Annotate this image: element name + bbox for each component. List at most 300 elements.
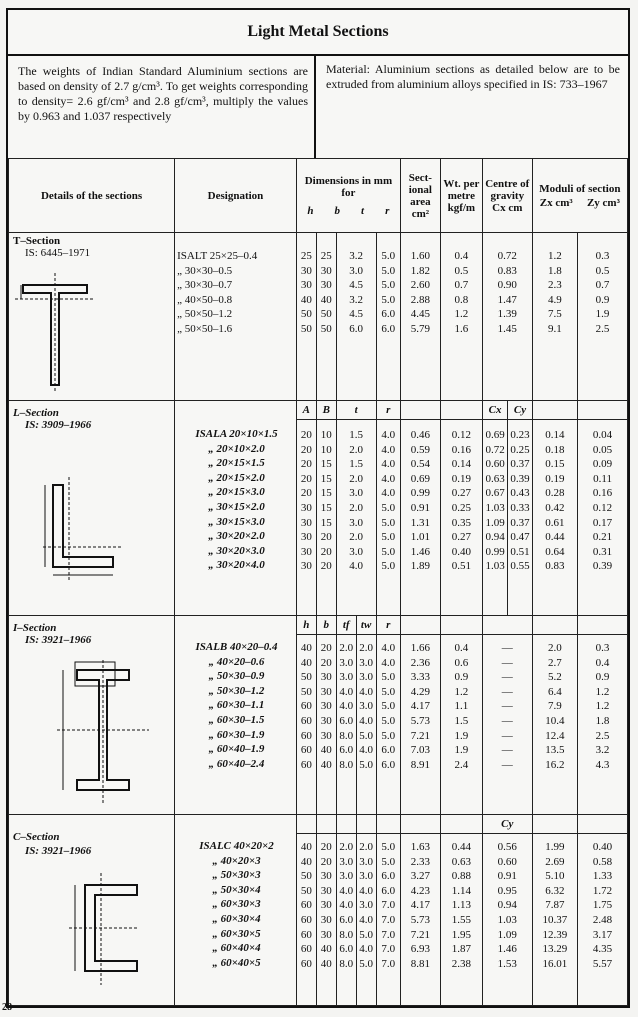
l-section-cell-t: 4.0 (349, 560, 364, 573)
l-section-cell-b: 20 (320, 545, 332, 558)
l-section-cell-cy: 0.25 (510, 443, 530, 456)
t-section-cell-t: 4.5 (349, 279, 364, 292)
l-section-cell-w: 0.16 (451, 443, 471, 456)
l-section-cell-t: 2.0 (349, 472, 364, 485)
i-section-cell-a: 4.29 (410, 685, 430, 698)
i-section-cell-tf: 6.0 (339, 744, 354, 757)
i-section-cell-des: „ 60×30–1.1 (208, 699, 265, 712)
l-section-cell-r: 5.0 (381, 516, 396, 529)
i-section-cell-c: — (501, 656, 513, 669)
c-section-name: C–Section (13, 831, 60, 843)
l-section-cell-b: 20 (320, 531, 332, 544)
i-section-cell-tf: 8.0 (339, 758, 354, 771)
l-section-cell-a: 1.89 (410, 560, 430, 573)
l-section-cell-cy: 0.37 (510, 458, 530, 471)
i-section-cell-zx: 2.7 (548, 656, 562, 669)
t-section-cell-zy: 0.9 (595, 293, 610, 306)
l-section-cell-w: 0.35 (451, 516, 471, 529)
l-section-cell-zy: 0.21 (592, 531, 613, 544)
i-section-cell-a: 1.66 (410, 642, 430, 654)
l-section-cell-h: 20 (300, 458, 312, 471)
i-section-cell-tw: 4.0 (359, 714, 373, 727)
l-section-cell-zx: 0.15 (545, 458, 565, 471)
c-sub-cy: Cy (482, 815, 532, 834)
i-section-cell-tf: 6.0 (339, 714, 354, 727)
i-section-cell-zy: 0.3 (595, 642, 610, 654)
t-section-cell-c: 0.72 (497, 250, 517, 262)
c-section-cell-r: 5.0 (381, 841, 396, 853)
c-section-cell-zx: 1.99 (545, 841, 565, 853)
l-section-cell-cx: 0.69 (485, 429, 505, 441)
i-section-cell-a: 3.33 (410, 671, 430, 684)
page-title: Light Metal Sections (8, 10, 628, 56)
c-section-cell-h: 50 (300, 870, 312, 883)
i-section-details (9, 616, 175, 815)
l-section-designations (175, 401, 297, 616)
t-section-designations (175, 233, 297, 401)
i-section-cell-c: — (501, 758, 513, 771)
t-section-cell-c: 0.83 (497, 264, 517, 277)
c-section-cell-c: 0.95 (497, 884, 517, 897)
header-details: Details of the sections (9, 159, 175, 233)
c-section-cell-tf: 8.0 (339, 928, 354, 941)
l-section-cell-r: 5.0 (381, 531, 396, 544)
c-section-cell-w: 0.88 (451, 870, 471, 883)
i-section-cell-w: 1.2 (454, 685, 469, 698)
c-section-cell-zy: 1.75 (592, 899, 613, 912)
l-section-cell-r: 5.0 (381, 560, 396, 573)
t-section-cell-a: 1.82 (410, 264, 430, 277)
i-section-cell-b: 20 (320, 656, 332, 669)
l-sub-t: t (336, 401, 376, 420)
c-section-cell-zx: 6.32 (545, 884, 565, 897)
l-section-cell-zx: 0.14 (545, 429, 565, 441)
i-section-designations (175, 616, 297, 815)
t-section-cell-r: 5.0 (381, 279, 396, 292)
i-section-cell-tf: 4.0 (339, 700, 354, 713)
l-section-cell-w: 0.40 (451, 545, 471, 558)
t-section-name: T–Section (13, 235, 61, 247)
l-section-cell-des: „ 30×15×3.0 (208, 515, 265, 528)
i-section-cell-des: „ 50×30–0.9 (208, 670, 265, 683)
c-section-cell-a: 4.23 (410, 884, 430, 897)
c-section-cell-b: 30 (320, 870, 332, 883)
l-section-subheader (9, 401, 628, 420)
l-section-cell-des: „ 30×20×4.0 (208, 559, 265, 572)
i-section-cell-zy: 3.2 (595, 744, 610, 757)
i-section-cell-tf: 3.0 (339, 656, 354, 669)
c-section-cell-w: 1.13 (451, 899, 471, 912)
t-section-cell-r: 5.0 (381, 293, 396, 306)
l-section-cell-zy: 0.16 (592, 487, 613, 500)
l-section-cell-zy: 0.09 (592, 458, 613, 471)
l-section-cell-cx: 0.94 (485, 531, 505, 544)
l-section-cell-zy: 0.11 (593, 472, 612, 485)
l-section-cell-w: 0.14 (451, 458, 471, 471)
l-section-cell-a: 0.99 (410, 487, 430, 500)
l-section-cell-w: 0.25 (451, 501, 471, 514)
c-section-cell-des: „ 60×30×4 (212, 912, 261, 925)
header-h: h (307, 204, 314, 217)
i-section-diagram-icon (37, 660, 149, 806)
i-section-cell-c: — (501, 744, 513, 757)
c-section-cell-tf: 3.0 (339, 870, 354, 883)
c-section-designations (175, 815, 297, 1006)
i-section-cell-r: 5.0 (381, 729, 396, 742)
c-section-cell-a: 3.27 (410, 870, 430, 883)
l-section-cell-w: 0.12 (451, 429, 471, 441)
i-section-cell-tf: 8.0 (339, 729, 354, 742)
t-section-cell-des: „ 30×30–0.7 (177, 279, 233, 292)
l-section-cell-cx: 0.99 (485, 545, 505, 558)
t-section-cell-zy: 2.5 (595, 322, 610, 335)
c-section-cell-des: „ 60×30×3 (212, 898, 261, 911)
l-section-cell-a: 0.59 (410, 443, 430, 456)
l-sub-B: B (316, 401, 336, 420)
l-section-cell-zx: 0.28 (545, 487, 565, 500)
t-section-cell-zx: 1.8 (548, 264, 562, 277)
i-section-cell-zy: 0.4 (595, 656, 610, 669)
t-section-block (9, 233, 628, 401)
l-sub-A: A (296, 401, 316, 420)
c-section-cell-b: 30 (320, 884, 332, 897)
t-section-cell-c: 0.90 (497, 279, 517, 292)
l-section-cell-cx: 0.63 (485, 472, 505, 485)
c-section-cell-tf: 4.0 (339, 884, 354, 897)
l-section-name: L–Section (13, 407, 59, 419)
c-section-cell-tw: 5.0 (359, 957, 373, 970)
i-section-cell-r: 5.0 (381, 700, 396, 713)
t-section-cell-w: 1.2 (454, 308, 469, 321)
header-cg: Centre of gravity Cx cm (482, 159, 532, 233)
t-section-cell-h: 30 (300, 279, 312, 292)
t-section-cell-r: 6.0 (381, 322, 396, 335)
i-sub-tf: tf (336, 616, 356, 635)
c-section-cell-zy: 2.48 (592, 913, 613, 926)
c-section-cell-a: 7.21 (410, 928, 430, 941)
i-section-subheader (9, 616, 628, 635)
c-section-cell-tf: 6.0 (339, 943, 354, 956)
l-section-cell-cy: 0.39 (510, 472, 530, 485)
t-section-cell-b: 25 (320, 250, 332, 262)
l-section-cell-t: 1.5 (349, 429, 364, 441)
c-section-cell-w: 1.87 (451, 943, 471, 956)
c-section-cell-h: 60 (300, 899, 312, 912)
i-section-cell-zx: 7.9 (548, 700, 562, 713)
t-section-cell-c: 1.45 (497, 322, 517, 335)
c-section-cell-c: 1.03 (497, 913, 517, 926)
t-section-cell-b: 40 (320, 293, 332, 306)
l-section-cell-t: 2.0 (349, 501, 364, 514)
t-section-cell-zx: 4.9 (548, 293, 562, 306)
i-section-cell-zy: 2.5 (595, 729, 610, 742)
i-section-cell-h: 40 (300, 656, 312, 669)
c-section-cell-zx: 10.37 (542, 913, 568, 926)
i-section-cell-zx: 16.2 (545, 758, 565, 771)
l-section-cell-w: 0.19 (451, 472, 471, 485)
material-note: Material: Aluminium sections as detailed below are to be extruded from aluminium alloys specified in IS: 733–1967 (326, 62, 620, 91)
c-section-is: IS: 3921–1966 (25, 845, 92, 857)
i-section-cell-a: 7.03 (410, 744, 430, 757)
t-section-diagram-icon (15, 267, 95, 395)
l-section-cell-zx: 0.42 (545, 501, 565, 514)
t-section-cell-zx: 9.1 (548, 322, 562, 335)
i-section-cell-des: „ 60×40–2.4 (208, 757, 265, 770)
c-section-cell-c: 0.56 (497, 841, 517, 853)
c-section-cell-h: 40 (300, 855, 312, 868)
l-section-is: IS: 3909–1966 (25, 419, 92, 431)
i-section-cell-r: 4.0 (381, 656, 396, 669)
l-section-details (9, 401, 175, 616)
i-section-cell-zx: 5.2 (548, 671, 562, 684)
c-section-cell-b: 30 (320, 899, 332, 912)
sections-table (8, 158, 628, 1006)
i-section-cell-h: 60 (300, 714, 312, 727)
c-section-cell-r: 7.0 (381, 899, 396, 912)
c-section-cell-h: 60 (300, 957, 312, 970)
l-section-cell-w: 0.27 (451, 487, 471, 500)
c-section-cell-des: „ 60×40×4 (212, 942, 261, 955)
i-section-cell-tf: 3.0 (339, 671, 354, 684)
l-section-cell-h: 20 (300, 472, 312, 485)
i-section-cell-zx: 12.4 (545, 729, 565, 742)
l-section-cell-h: 30 (300, 531, 312, 544)
t-section-cell-h: 50 (300, 322, 312, 335)
i-section-cell-h: 60 (300, 744, 312, 757)
t-section-cell-r: 6.0 (381, 308, 396, 321)
i-section-cell-des: „ 40×20–0.6 (208, 655, 265, 668)
l-section-cell-r: 4.0 (381, 487, 396, 500)
l-section-cell-zx: 0.19 (545, 472, 565, 485)
i-section-cell-b: 30 (320, 671, 332, 684)
i-section-cell-c: — (501, 700, 513, 713)
c-section-cell-b: 40 (320, 943, 332, 956)
header-dimensions-label: Dimensions in mm for (304, 174, 393, 199)
t-section-cell-t: 4.5 (349, 308, 364, 321)
t-section-cell-r: 5.0 (381, 250, 396, 262)
c-section-cell-b: 40 (320, 957, 332, 970)
header-moduli (532, 159, 627, 233)
i-section-cell-r: 6.0 (381, 744, 396, 757)
c-section-cell-zy: 1.72 (592, 884, 613, 897)
c-section-cell-zy: 0.40 (592, 841, 613, 853)
c-section-cell-tw: 3.0 (359, 899, 373, 912)
t-section-cell-zy: 1.9 (595, 308, 610, 321)
l-section-cell-b: 15 (320, 472, 332, 485)
t-section-cell-b: 50 (320, 322, 332, 335)
t-section-cell-a: 2.88 (410, 293, 430, 306)
l-sub-cy: Cy (508, 401, 532, 420)
c-section-cell-h: 60 (300, 928, 312, 941)
c-section-cell-zx: 16.01 (542, 957, 568, 970)
i-section-cell-h: 40 (300, 642, 312, 654)
l-section-cell-zy: 0.12 (592, 501, 613, 514)
c-section-cell-zx: 7.87 (545, 899, 565, 912)
t-section-cell-a: 5.79 (410, 322, 430, 335)
i-section-cell-b: 30 (320, 685, 332, 698)
c-section-cell-b: 30 (320, 913, 332, 926)
l-section-cell-h: 20 (300, 429, 312, 441)
c-section-diagram-icon (65, 871, 145, 991)
l-section-cell-h: 30 (300, 516, 312, 529)
c-section-cell-tf: 2.0 (339, 841, 354, 853)
c-section-cell-tf: 8.0 (339, 957, 354, 970)
c-section-cell-tf: 3.0 (339, 855, 354, 868)
i-section-cell-w: 1.9 (454, 729, 469, 742)
t-section-cell-h: 30 (300, 264, 312, 277)
page-number: 28 (2, 1002, 12, 1013)
i-section-cell-c: — (501, 671, 513, 684)
l-section-cell-r: 4.0 (381, 472, 396, 485)
i-section-cell-h: 60 (300, 758, 312, 771)
l-section-cell-t: 2.0 (349, 531, 364, 544)
c-section-cell-r: 6.0 (381, 884, 396, 897)
i-section-cell-r: 5.0 (381, 685, 396, 698)
t-section-cell-a: 1.60 (410, 250, 430, 262)
l-section-cell-b: 20 (320, 560, 332, 573)
c-section-cell-h: 60 (300, 913, 312, 926)
c-section-cell-r: 7.0 (381, 913, 396, 926)
i-section-cell-a: 2.36 (410, 656, 430, 669)
c-section-cell-tw: 4.0 (359, 913, 373, 926)
c-section-cell-c: 1.09 (497, 928, 517, 941)
l-section-cell-cy: 0.43 (510, 487, 530, 500)
c-section-cell-des: „ 60×40×5 (212, 956, 261, 969)
l-section-cell-cx: 0.67 (485, 487, 505, 500)
t-section-cell-zy: 0.7 (595, 279, 610, 292)
l-section-cell-b: 15 (320, 501, 332, 514)
t-section-cell-w: 1.6 (454, 322, 469, 335)
i-section-cell-a: 7.21 (410, 729, 430, 742)
l-section-cell-r: 5.0 (381, 545, 396, 558)
l-section-cell-des: „ 20×15×2.0 (208, 471, 265, 484)
i-section-cell-tw: 4.0 (359, 685, 373, 698)
c-section-cell-r: 5.0 (381, 855, 396, 868)
c-section-cell-h: 50 (300, 884, 312, 897)
l-section-cell-r: 4.0 (381, 429, 396, 441)
c-section-cell-tw: 4.0 (359, 884, 373, 897)
t-section-cell-c: 1.47 (497, 293, 517, 306)
c-section-cell-a: 8.81 (410, 957, 430, 970)
l-section-cell-des: „ 20×10×2.0 (208, 442, 265, 455)
i-section-cell-zy: 1.2 (595, 700, 610, 713)
l-section-cell-h: 20 (300, 487, 312, 500)
c-section-cell-des: „ 50×30×3 (212, 869, 261, 882)
i-section-cell-w: 0.9 (454, 671, 469, 684)
l-section-cell-cx: 1.03 (485, 501, 505, 514)
i-section-cell-w: 0.6 (454, 656, 469, 669)
l-section-cell-b: 10 (320, 429, 332, 441)
t-section-cell-t: 3.2 (349, 250, 364, 262)
l-section-cell-zy: 0.39 (592, 560, 613, 573)
c-section-cell-w: 0.63 (451, 855, 471, 868)
l-section-cell-w: 0.51 (451, 560, 471, 573)
i-section-cell-c: — (501, 685, 513, 698)
i-section-cell-des: „ 60×40–1.9 (208, 743, 265, 756)
c-section-cell-des: ISALC 40×20×2 (199, 840, 274, 852)
i-section-cell-w: 1.5 (454, 714, 469, 727)
i-section-cell-r: 4.0 (381, 642, 396, 654)
i-section-cell-c: — (501, 642, 513, 654)
l-section-cell-des: „ 20×15×3.0 (208, 486, 265, 499)
t-section-cell-des: „ 40×50–0.8 (177, 293, 233, 306)
c-section-cell-a: 2.33 (410, 855, 430, 868)
i-sub-b: b (316, 616, 336, 635)
i-section-cell-h: 60 (300, 729, 312, 742)
l-section-cell-zx: 0.61 (545, 516, 565, 529)
c-section-cell-a: 1.63 (410, 841, 430, 853)
l-section-cell-a: 0.54 (410, 458, 430, 471)
t-section-cell-h: 50 (300, 308, 312, 321)
l-section-cell-a: 0.46 (410, 429, 430, 441)
header-area: Sect-ional area cm² (400, 159, 440, 233)
c-section-cell-b: 20 (320, 855, 332, 868)
l-section-cell-des: „ 30×20×2.0 (208, 530, 265, 543)
c-section-cell-zy: 3.17 (592, 928, 613, 941)
i-section-cell-b: 20 (320, 642, 332, 654)
c-section-cell-w: 1.55 (451, 913, 471, 926)
c-section-cell-tw: 3.0 (359, 855, 373, 868)
l-section-cell-t: 2.0 (349, 443, 364, 456)
c-section-cell-b: 20 (320, 841, 332, 853)
c-section-cell-w: 1.14 (451, 884, 471, 897)
t-section-cell-w: 0.5 (454, 264, 469, 277)
l-section-cell-b: 15 (320, 458, 332, 471)
t-section-cell-zy: 0.5 (595, 264, 610, 277)
c-section-cell-zx: 2.69 (545, 855, 565, 868)
t-section-cell-w: 0.8 (454, 293, 469, 306)
i-section-cell-zx: 10.4 (545, 714, 565, 727)
c-section-cell-zx: 5.10 (545, 870, 565, 883)
i-section-cell-a: 8.91 (410, 758, 430, 771)
t-section-cell-t: 3.0 (349, 264, 364, 277)
c-section-cell-c: 1.53 (497, 957, 517, 970)
i-section-cell-des: „ 50×30–1.2 (208, 684, 265, 697)
l-section-cell-des: „ 30×20×3.0 (208, 544, 265, 557)
i-section-cell-h: 60 (300, 700, 312, 713)
c-section-cell-h: 60 (300, 943, 312, 956)
c-section-cell-c: 0.91 (497, 870, 517, 883)
i-section-cell-b: 40 (320, 758, 332, 771)
i-section-cell-zy: 4.3 (595, 758, 610, 771)
header-zy: Zy cm³ (586, 196, 620, 209)
header-designation: Designation (175, 159, 297, 233)
i-section-cell-c: — (501, 729, 513, 742)
c-section-cell-c: 1.46 (497, 943, 517, 956)
header-r: r (385, 204, 390, 217)
c-section-cell-des: „ 60×30×5 (212, 927, 261, 940)
l-section-cell-b: 10 (320, 443, 332, 456)
c-section-cell-zy: 0.58 (592, 855, 613, 868)
c-section-cell-zy: 5.57 (592, 957, 613, 970)
c-section-cell-w: 0.44 (451, 841, 471, 853)
c-section-cell-r: 7.0 (381, 943, 396, 956)
i-section-cell-a: 4.17 (410, 700, 430, 713)
c-section-cell-a: 6.93 (410, 943, 430, 956)
i-section-cell-des: „ 60×30–1.9 (208, 728, 265, 741)
l-section-cell-cx: 1.03 (485, 560, 505, 573)
i-section-name: I–Section (13, 622, 57, 634)
c-section-cell-tw: 5.0 (359, 928, 373, 941)
i-section-cell-c: — (501, 714, 513, 727)
l-section-cell-zx: 0.64 (545, 545, 565, 558)
l-section-cell-a: 1.31 (410, 516, 430, 529)
t-section-details (9, 233, 175, 401)
t-section-cell-zx: 7.5 (548, 308, 562, 321)
c-section-cell-tw: 4.0 (359, 943, 373, 956)
t-section-cell-des: „ 30×30–0.5 (177, 264, 233, 277)
i-section-cell-r: 6.0 (381, 758, 396, 771)
